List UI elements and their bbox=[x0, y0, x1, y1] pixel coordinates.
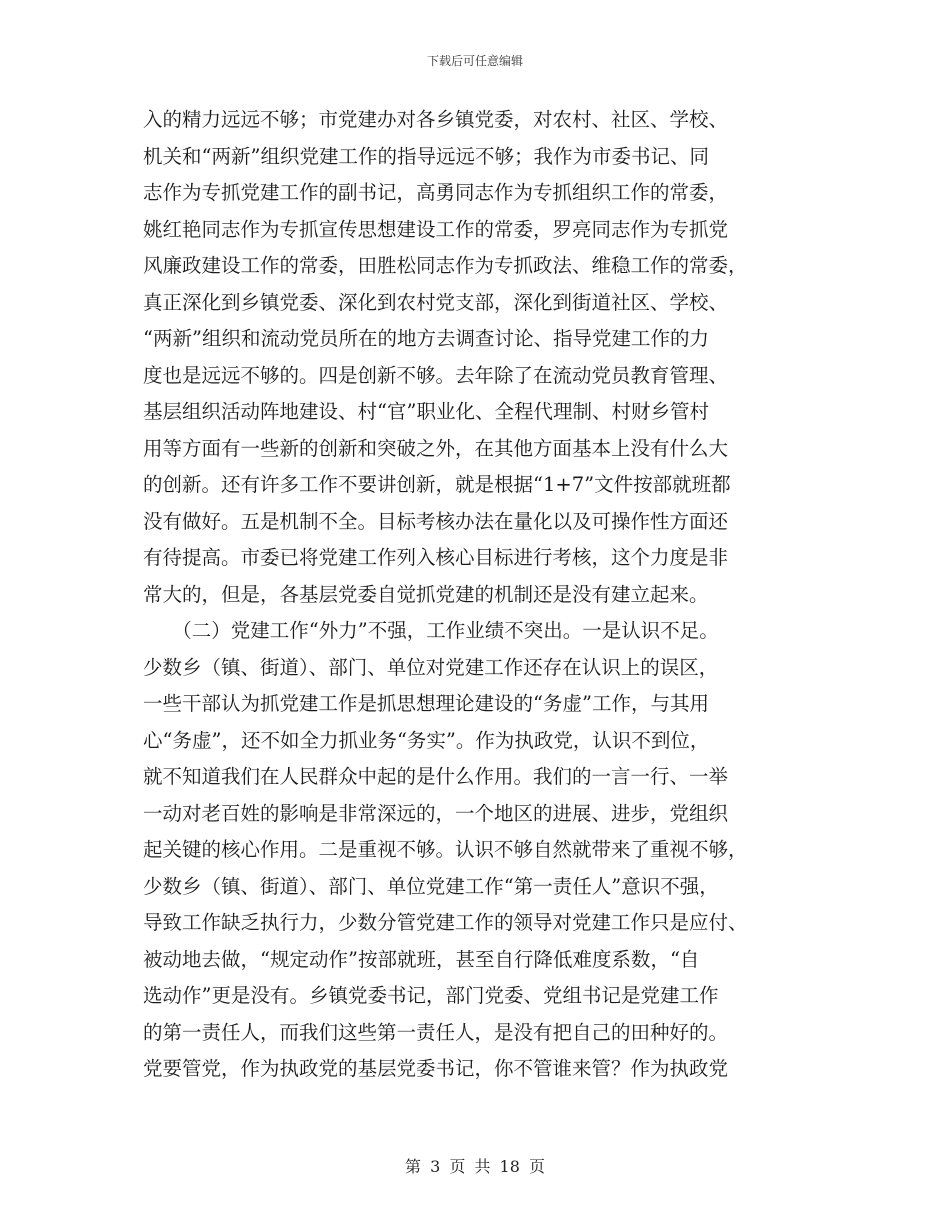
body-line-24: 被动地去做，“规定动作”按部就班，甚至自行降低难度系数，“自 bbox=[143, 947, 700, 971]
body-line-26: 的第一责任人，而我们这些第一责任人，是没有把自己的田种好的。 bbox=[143, 1020, 729, 1044]
body-line-4: 姚红艳同志作为专抓宣传思想建设工作的常委，罗亮同志作为专抓党 bbox=[143, 217, 729, 241]
page-header-note: 下载后可任意编辑 bbox=[426, 54, 523, 68]
body-line-13: 有待提高。市委已将党建工作列入核心目标进行考核，这个力度是非 bbox=[143, 546, 729, 569]
body-line-16: 少数乡（镇、街道）、部门、单位对党建工作还存在认识上的误区， bbox=[143, 655, 719, 679]
body-line-20: 一动对老百姓的影响是非常深远的，一个地区的进展、进步，党组织 bbox=[143, 801, 729, 825]
body-line-15: （二）党建工作“外力”不强，工作业绩不突出。一是认识不足。 bbox=[143, 619, 719, 642]
body-line-18: 心“务虚”，还不如全力抓业务“务实”。作为执政党，认识不到位， bbox=[143, 728, 710, 752]
body-line-2: 机关和“两新”组织党建工作的指导远远不够；我作为市委书记、同 bbox=[143, 144, 709, 168]
body-line-5: 风廉政建设工作的常委，田胜松同志作为专抓政法、维稳工作的常委， bbox=[143, 254, 748, 277]
body-line-3: 志作为专抓党建工作的副书记，高勇同志作为专抓组织工作的常委， bbox=[143, 181, 729, 204]
body-line-22: 少数乡（镇、街道）、部门、单位党建工作“第一责任人”意识不强， bbox=[143, 874, 719, 898]
body-line-9: 基层组织活动阵地建设、村“官”职业化、全程代理制、村财乡管村 bbox=[143, 400, 709, 423]
body-line-6: 真正深化到乡镇党委、深化到农村党支部，深化到街道社区、学校、 bbox=[143, 290, 729, 314]
body-line-14: 常大的，但是，各基层党委自觉抓党建的机制还是没有建立起来。 bbox=[143, 582, 709, 606]
body-line-25: 选动作”更是没有。乡镇党委书记，部门党委、党组书记是党建工作 bbox=[143, 984, 719, 1007]
document-body bbox=[143, 102, 813, 1088]
body-line-7: “两新”组织和流动党员所在的地方去调查讨论、指导党建工作的力 bbox=[143, 327, 709, 350]
body-line-1: 入的精力远远不够；市党建办对各乡镇党委，对农村、社区、学校、 bbox=[143, 108, 729, 131]
body-line-19: 就不知道我们在人民群众中起的是什么作用。我们的一言一行、一举 bbox=[143, 765, 729, 788]
body-line-17: 一些干部认为抓党建工作是抓思想理论建设的“务虚”工作，与其用 bbox=[143, 692, 709, 715]
body-line-21: 起关键的核心作用。二是重视不够。认识不够自然就带来了重视不够， bbox=[143, 838, 748, 861]
page-number-footer: 第 3 页 共 18 页 bbox=[405, 1157, 545, 1176]
body-line-12: 没有做好。五是机制不全。目标考核办法在量化以及可操作性方面还 bbox=[143, 509, 729, 533]
body-line-23: 导致工作缺乏执行力，少数分管党建工作的领导对党建工作只是应付、 bbox=[143, 911, 748, 934]
body-line-11: 的创新。还有许多工作不要讲创新，就是根据“1+7”文件按部就班都 bbox=[143, 473, 731, 496]
body-line-10: 用等方面有一些新的创新和突破之外，在其他方面基本上没有什么大 bbox=[143, 436, 729, 460]
body-line-8: 度也是远远不够的。四是创新不够。去年除了在流动党员教育管理、 bbox=[143, 363, 729, 387]
body-line-27: 党要管党，作为执政党的基层党委书记，你不管谁来管？作为执政党 bbox=[143, 1057, 729, 1080]
